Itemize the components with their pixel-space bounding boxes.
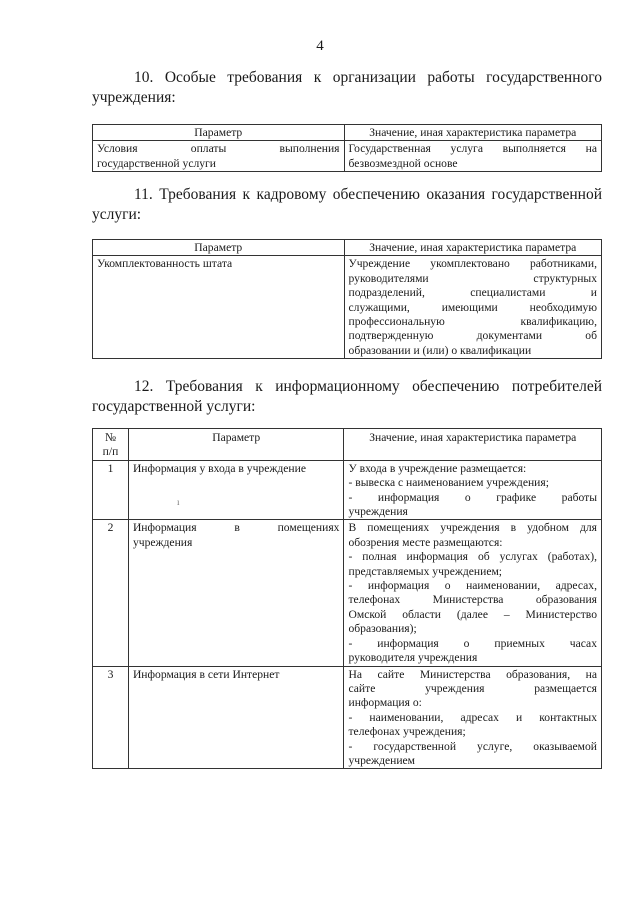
table-row	[93, 256, 602, 359]
value-line: служащими, имеющими необходимую	[348, 300, 597, 314]
section-11-table	[92, 239, 602, 359]
section-10-table	[92, 124, 602, 172]
value-line: подразделений, специалистами и	[348, 286, 597, 300]
table-row	[93, 460, 602, 520]
section-12-heading-line2: государственной услуги:	[92, 398, 256, 415]
value-cell	[344, 141, 602, 172]
table-header-row	[93, 429, 602, 461]
value-line: профессиональную квалификацию,	[348, 315, 597, 329]
parameter-cell: Укомплектованность штата	[93, 256, 345, 359]
value-line: - информация о графике работы	[348, 490, 597, 504]
value-line: На сайте Министерства образования, на	[348, 667, 597, 681]
parameter-cell: Информация у входа в учреждение	[128, 460, 344, 520]
header-value: Значение, иная характеристика параметра	[344, 429, 602, 461]
section-11-heading-line2: услуги:	[92, 206, 142, 223]
header-value: Значение, иная характеристика параметра	[344, 240, 601, 256]
scan-speck: ı	[177, 497, 180, 507]
header-value: Значение, иная характеристика параметра	[344, 125, 602, 141]
value-line: - информация о приемных часах	[348, 636, 597, 650]
row-number: 2	[93, 520, 129, 666]
parameter-cell	[128, 520, 344, 666]
table-header-row	[93, 240, 602, 256]
value-line: учреждением	[348, 753, 416, 767]
parameter-cell	[93, 141, 345, 172]
value-line: представляемых учреждением;	[348, 564, 503, 578]
value-line: Учреждение укомплектовано работниками,	[348, 257, 597, 271]
header-parameter: Параметр	[128, 429, 344, 461]
value-line: - полная информация об услугах (работах),	[348, 550, 597, 564]
value-line: - государственной услуге, оказываемой	[348, 739, 597, 753]
section-11-heading	[92, 185, 602, 225]
value-line: - вывеска с наименованием учреждения;	[348, 476, 549, 490]
value-line: образования);	[348, 622, 417, 636]
header-number-line1: №	[104, 431, 116, 444]
section-11-heading-line1: 11. Требования к кадровому обеспечению оказания государственной	[134, 186, 602, 203]
table-row	[93, 520, 602, 666]
value-line: Омской области (далее – Министерство	[348, 607, 597, 621]
value-line: учреждения	[348, 505, 408, 519]
section-12-heading	[92, 377, 602, 417]
value-line: - информация о наименовании, адресах,	[348, 579, 597, 593]
table-header-row	[93, 125, 602, 141]
value-cell	[344, 256, 601, 359]
value-line: руководителя учреждения	[348, 651, 478, 665]
parameter-cell: Информация в сети Интернет	[128, 666, 344, 769]
value-line: информация о:	[348, 696, 422, 710]
value-line: сайте учреждения размещается	[348, 681, 597, 695]
section-10-heading-line1: 10. Особые требования к организации работы государственного	[134, 69, 602, 86]
value-line: В помещениях учреждения в удобном для	[348, 521, 597, 535]
value-line: руководителями структурных	[348, 271, 597, 285]
value-cell	[344, 460, 602, 520]
table-row	[93, 141, 602, 172]
header-number-line2: п/п	[102, 445, 119, 459]
header-parameter: Параметр	[93, 240, 345, 256]
page-number: 4	[316, 38, 324, 54]
value-line: Государственная услуга выполняется на	[348, 142, 597, 156]
header-parameter: Параметр	[93, 125, 345, 141]
row-number: 1	[93, 460, 129, 520]
row-number: 3	[93, 666, 129, 769]
section-10-heading	[92, 68, 602, 108]
parameter-line: учреждения	[132, 535, 193, 549]
value-line: обозрения месте размещаются:	[348, 535, 503, 549]
value-line: безвозмездной основе	[348, 156, 458, 170]
parameter-line: государственной услуги	[97, 156, 217, 170]
value-line: телефонах учреждения;	[348, 725, 466, 739]
section-12-table	[92, 428, 602, 769]
value-line: образовании и (или) о квалификации	[348, 343, 532, 357]
value-cell	[344, 520, 602, 666]
table-row	[93, 666, 602, 769]
value-line: - наименовании, адресах и контактных	[348, 710, 597, 724]
section-10-heading-line2: учреждения:	[92, 89, 176, 106]
value-cell	[344, 666, 602, 769]
value-line: подтвержденную документами об	[348, 329, 597, 343]
section-12-heading-line1: 12. Требования к информационному обеспечению потребителей	[134, 378, 602, 395]
value-line: телефонах Министерства образования	[348, 593, 597, 607]
parameter-line: Условия оплаты выполнения	[97, 142, 340, 156]
parameter-line: Информация в помещениях	[132, 521, 340, 535]
header-number	[93, 429, 129, 461]
value-line: У входа в учреждение размещается:	[348, 461, 527, 475]
